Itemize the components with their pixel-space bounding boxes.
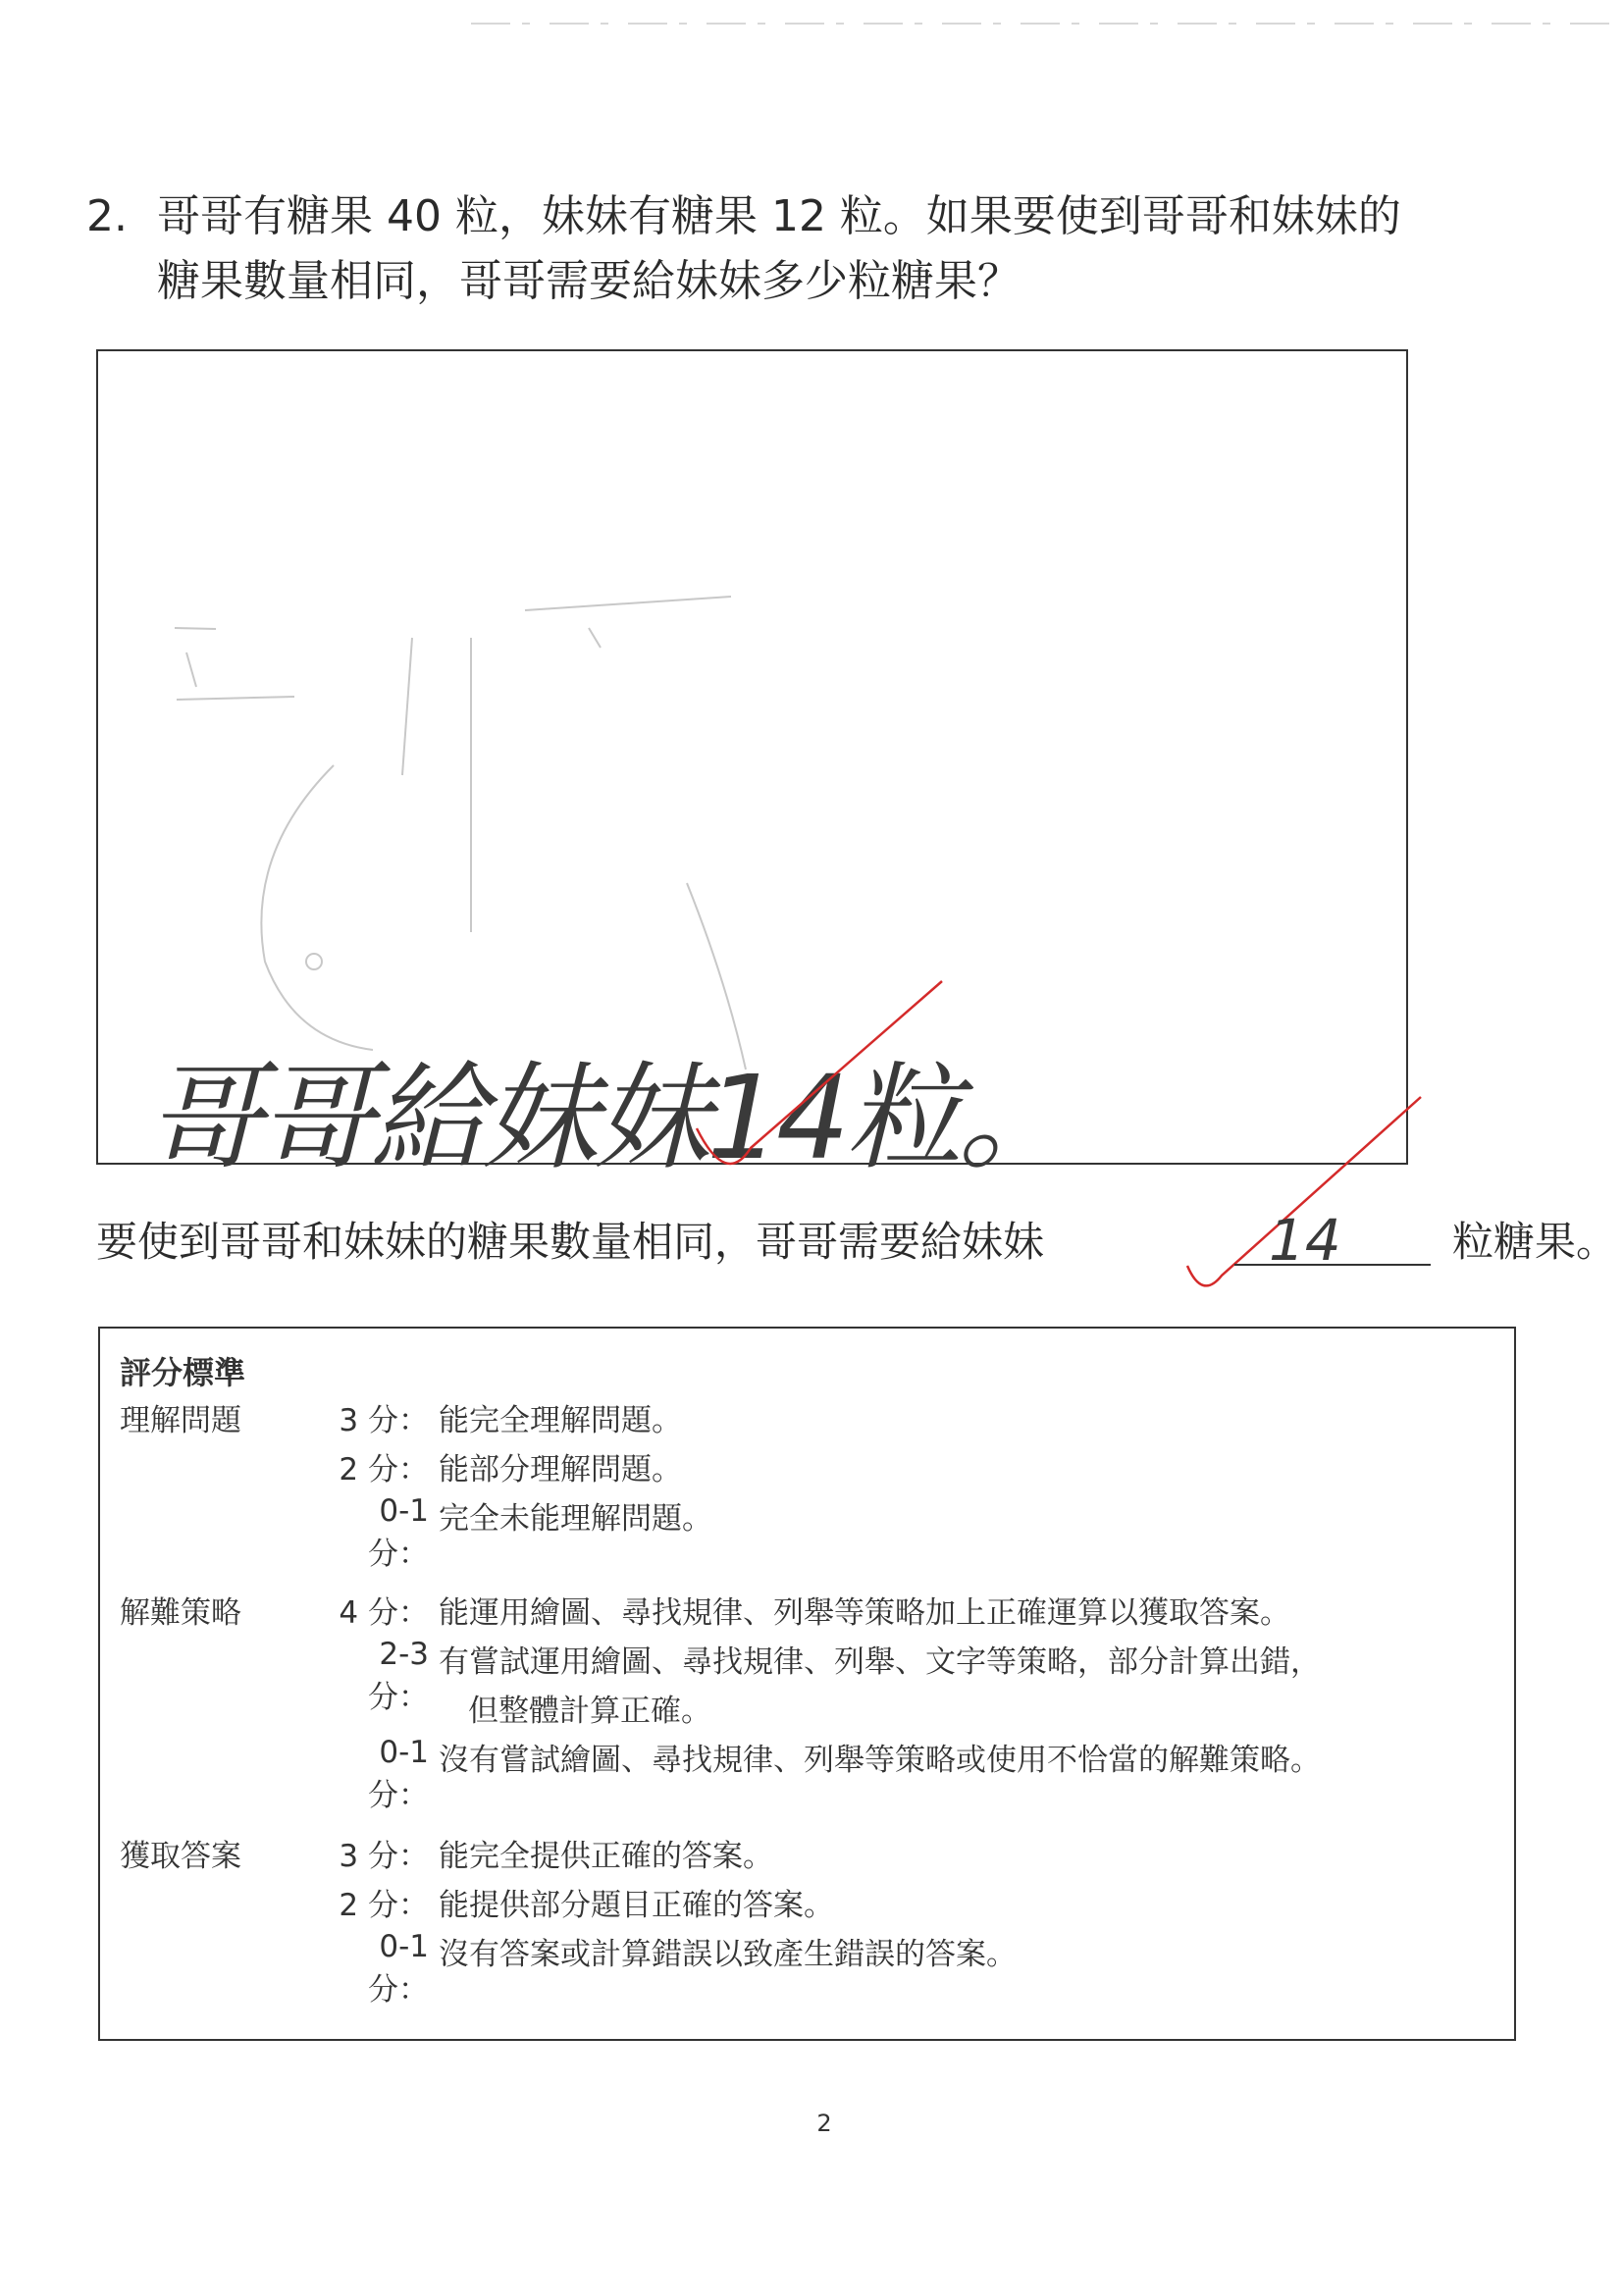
rubric-desc: 能提供部分題目正確的答案。 bbox=[439, 1888, 834, 1923]
scan-artifact-top bbox=[0, 0, 1623, 59]
answer-suffix: 粒糖果。 bbox=[1452, 1218, 1618, 1266]
rubric-desc: 能運用繪圖、尋找規律、列舉等策略加上正確運算以獲取答案。 bbox=[439, 1595, 1290, 1631]
rubric-desc: 沒有嘗試繪圖、尋找規律、列舉等策略或使用不恰當的解難策略。 bbox=[439, 1743, 1321, 1778]
question-text-line-2: 糖果數量相同，哥哥需要給妹妹多少粒糖果？ bbox=[157, 256, 1021, 306]
rubric-desc: 能部分理解問題。 bbox=[439, 1452, 682, 1487]
rubric-desc: 能完全理解問題。 bbox=[439, 1403, 682, 1438]
question-text-line-1: 哥哥有糖果 40 粒，妹妹有糖果 12 粒。如果要使到哥哥和妹妹的 bbox=[157, 191, 1401, 241]
rubric-score: 2-3 分： bbox=[368, 1637, 429, 1715]
answer-handwriting bbox=[1269, 1203, 1387, 1272]
rubric-title: 評分標準 bbox=[120, 1354, 246, 1391]
rubric-desc: 完全未能理解問題。 bbox=[439, 1501, 712, 1537]
rubric-category-answer: 獲取答案 bbox=[120, 1839, 241, 1874]
rubric-score: 2 分： bbox=[339, 1452, 429, 1487]
rubric-score: 3 分： bbox=[339, 1839, 429, 1874]
rubric-desc: 有嘗試運用繪圖、尋找規律、列舉、文字等策略，部分計算出錯， bbox=[439, 1644, 1321, 1680]
answer-prefix: 要使到哥哥和妹妹的糖果數量相同，哥哥需要給妹妹 bbox=[96, 1218, 1045, 1266]
rubric-score: 3 分： bbox=[339, 1403, 429, 1438]
rubric-desc-continued: 但整體計算正確。 bbox=[468, 1694, 711, 1729]
rubric-desc: 沒有答案或計算錯誤以致產生錯誤的答案。 bbox=[439, 1937, 1017, 1972]
answer-value: 14 bbox=[1269, 1207, 1341, 1274]
rubric-desc: 能完全提供正確的答案。 bbox=[439, 1839, 773, 1874]
question-number: 2. bbox=[86, 191, 128, 241]
rubric-score: 4 分： bbox=[339, 1595, 429, 1631]
rubric-score: 0-1 分： bbox=[368, 1493, 429, 1572]
page-number: 2 bbox=[816, 2110, 832, 2137]
rubric-category-strategy: 解難策略 bbox=[120, 1595, 241, 1631]
rubric-category-understanding: 理解問題 bbox=[120, 1403, 241, 1438]
rubric-score: 0-1 分： bbox=[368, 1735, 429, 1813]
student-work-area bbox=[96, 349, 1408, 1165]
rubric-score: 2 分： bbox=[339, 1888, 429, 1923]
scoring-rubric bbox=[98, 1327, 1516, 2041]
handwritten-answer-sentence: 哥哥給妹妹14粒。 bbox=[147, 1050, 1071, 1185]
rubric-score: 0-1 分： bbox=[368, 1929, 429, 2008]
